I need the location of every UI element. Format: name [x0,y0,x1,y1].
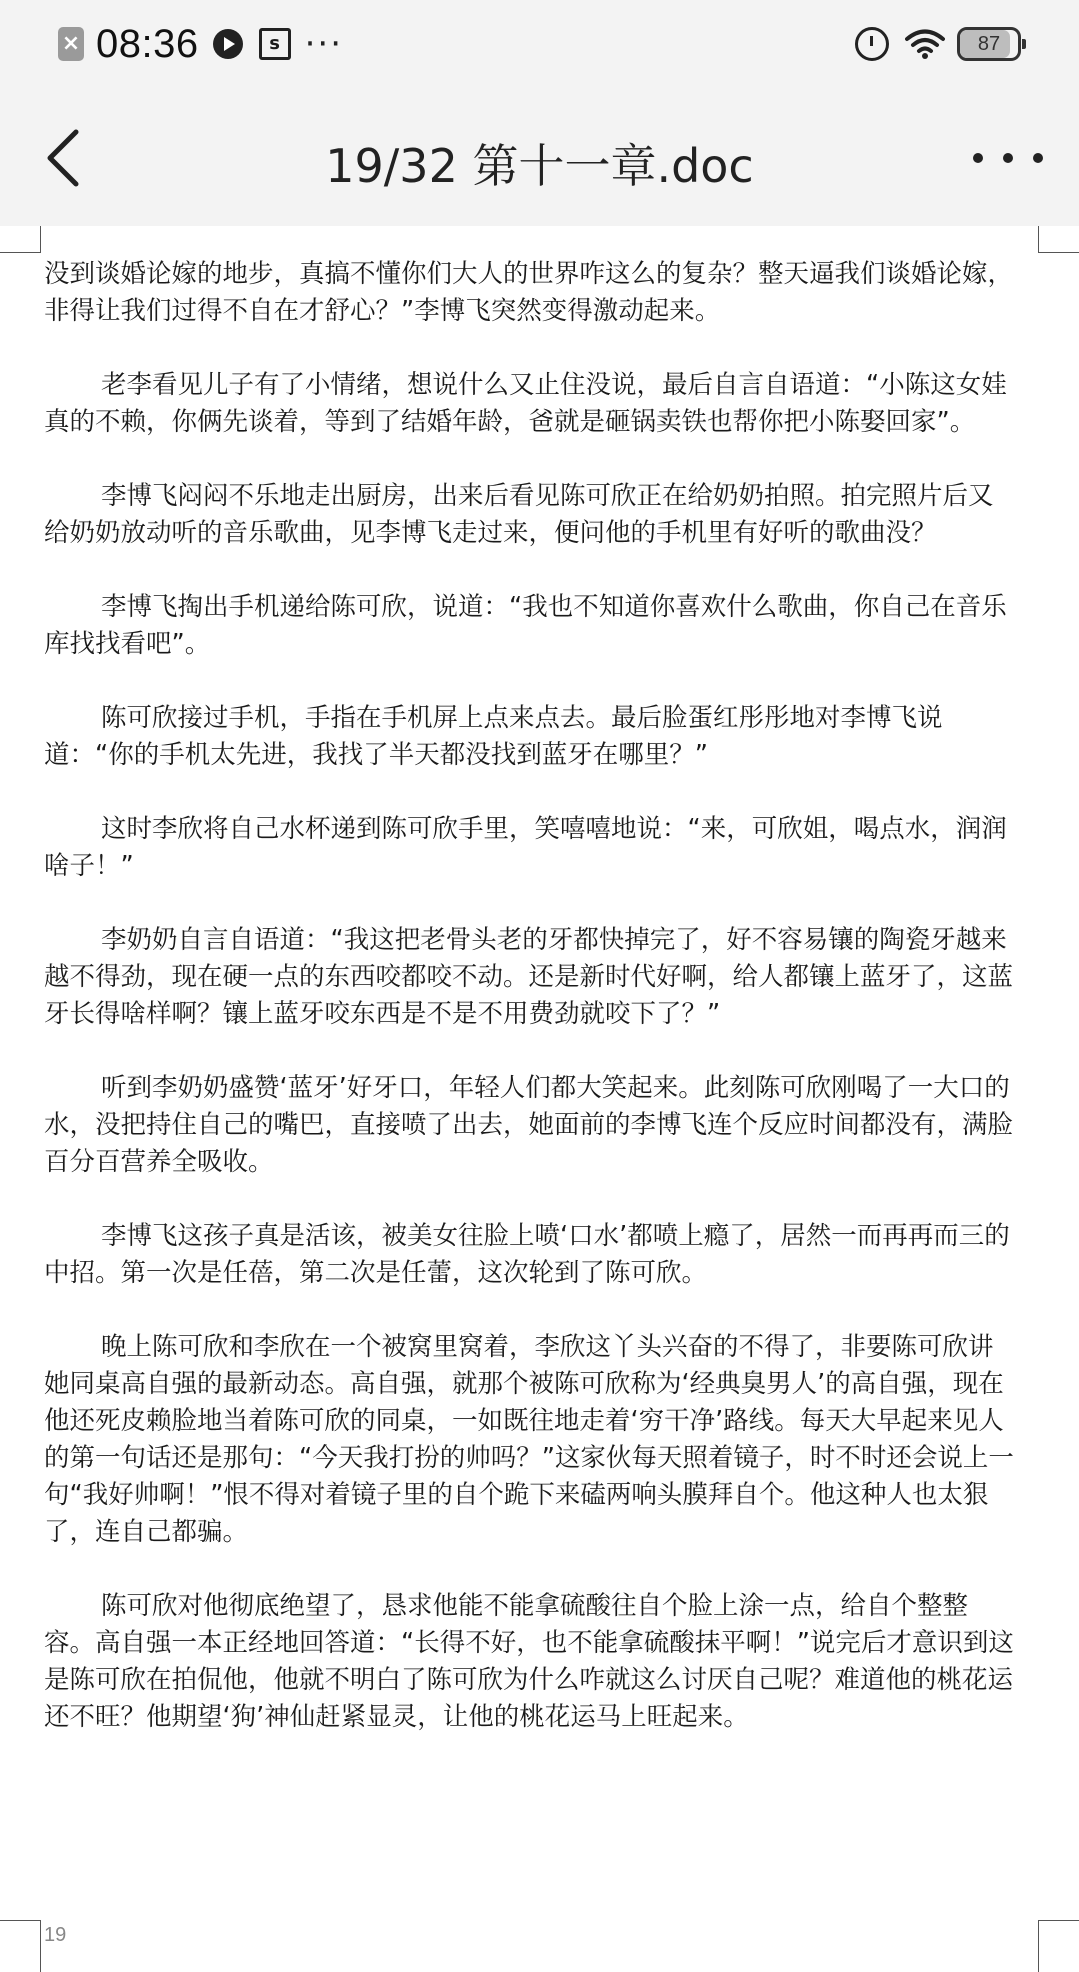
more-notifications-icon: ··· [304,24,344,64]
page-corner-mark [0,226,41,253]
paragraph: 这时李欣将自己水杯递到陈可欣手里，笑嘻嘻地说：“来，可欣姐，喝点水，润润啥子！” [44,814,1007,881]
back-button[interactable] [40,126,100,190]
more-dot-icon [1033,153,1043,163]
paragraph: 没到谈婚论嫁的地步，真搞不懂你们大人的世界咋这么的复杂？整天逼我们谈婚论嫁，非得让我们过得不自在才舒心？”李博飞突然变得激动起来。 [44,259,1014,326]
page-corner-mark [0,1920,41,1972]
page-corner-mark [1038,1920,1079,1972]
notification-close-icon: × [58,27,84,61]
paragraph: 陈可欣接过手机，手指在手机屏上点来点去。最后脸蛋红彤彤地对李博飞说道：“你的手机太先进，我找了半天都没找到蓝牙在哪里？” [44,703,943,770]
paragraph: 听到李奶奶盛赞‘蓝牙’好牙口，年轻人们都大笑起来。此刻陈可欣刚喝了一大口的水，没把持住自己的嘴巴，直接喷了出去，她面前的李博飞连个反应时间都没有，满脸百分百营养全吸收。 [44,1073,1014,1177]
paragraph: 李博飞闷闷不乐地走出厨房，出来后看见陈可欣正在给奶奶拍照。拍完照片后又给奶奶放动听的音乐歌曲，见李博飞走过来，便问他的手机里有好听的歌曲没？ [44,481,994,548]
paragraph: 李奶奶自言自语道：“我这把老骨头老的牙都快掉完了，好不容易镶的陶瓷牙越来越不得劲，现在硬一点的东西咬都咬不动。还是新时代好啊，给人都镶上蓝牙了，这蓝牙长得啥样啊？镶上蓝牙咬东西是不是不用费劲就咬下了？” [44,925,1014,1029]
paragraph: 老李看见儿子有了小情绪，想说什么又止住没说，最后自言自语道：“小陈这女娃真的不赖，你俩先谈着，等到了结婚年龄，爸就是砸锅卖铁也帮你把小陈娶回家”。 [44,370,1007,437]
status-left [58,18,343,70]
battery-icon [957,27,1021,61]
document-title: 19/32 第十一章.doc [325,139,754,193]
page-corner-mark [1038,226,1079,253]
document-body[interactable] [44,256,1018,1773]
title-bar [0,90,1079,226]
battery-percent: 87 [977,33,1001,55]
more-dot-icon [973,153,983,163]
paragraph: 李博飞掏出手机递给陈可欣，说道：“我也不知道你喜欢什么歌曲，你自己在音乐库找找看吧”。 [44,592,1007,659]
media-play-icon [213,29,243,59]
more-options-button[interactable] [973,134,1043,182]
paragraph: 李博飞这孩子真是活该，被美女往脸上喷‘口水’都喷上瘾了，居然一而再再而三的中招。第一次是任蓓，第二次是任蕾，这次轮到了陈可欣。 [44,1221,1010,1288]
status-bar [0,0,1079,90]
document-page[interactable] [0,226,1079,1971]
app-notification-icon: s [259,28,291,60]
paragraph: 陈可欣对他彻底绝望了，恳求他能不能拿硫酸往自个脸上涂一点，给自个整整容。高自强一本正经地回答道：“长得不好，也不能拿硫酸抹平啊！”说完后才意识到这是陈可欣在拍侃他，他就不明白了陈可欣为什么咋就这么讨厌自己呢？难道他的桃花运还不旺？他期望‘狗’神仙赶紧显灵，让他的桃花运马上旺起来。 [44,1591,1014,1732]
status-time: 08:36 [96,21,199,66]
wifi-icon [905,28,945,60]
more-dot-icon [1003,153,1013,163]
status-right [855,20,1021,68]
chevron-left-icon [40,126,100,190]
paragraph: 晚上陈可欣和李欣在一个被窝里窝着，李欣这丫头兴奋的不得了，非要陈可欣讲她同桌高自强的最新动态。高自强，就那个被陈可欣称为‘经典臭男人’的高自强，现在他还死皮赖脸地当着陈可欣的同桌，一如既往地走着‘穷干净’路线。每天大早起来见人的第一句话还是那句：“今天我打扮的帅吗？”这家伙每天照着镜子，时不时还会说上一句“我好帅啊！”恨不得对着镜子里的自个跪下来磕两响头膜拜自个。他这种人也太狠了，连自己都骗。 [44,1332,1014,1547]
alarm-icon [855,27,889,61]
page-number: 19 [44,1924,67,1946]
